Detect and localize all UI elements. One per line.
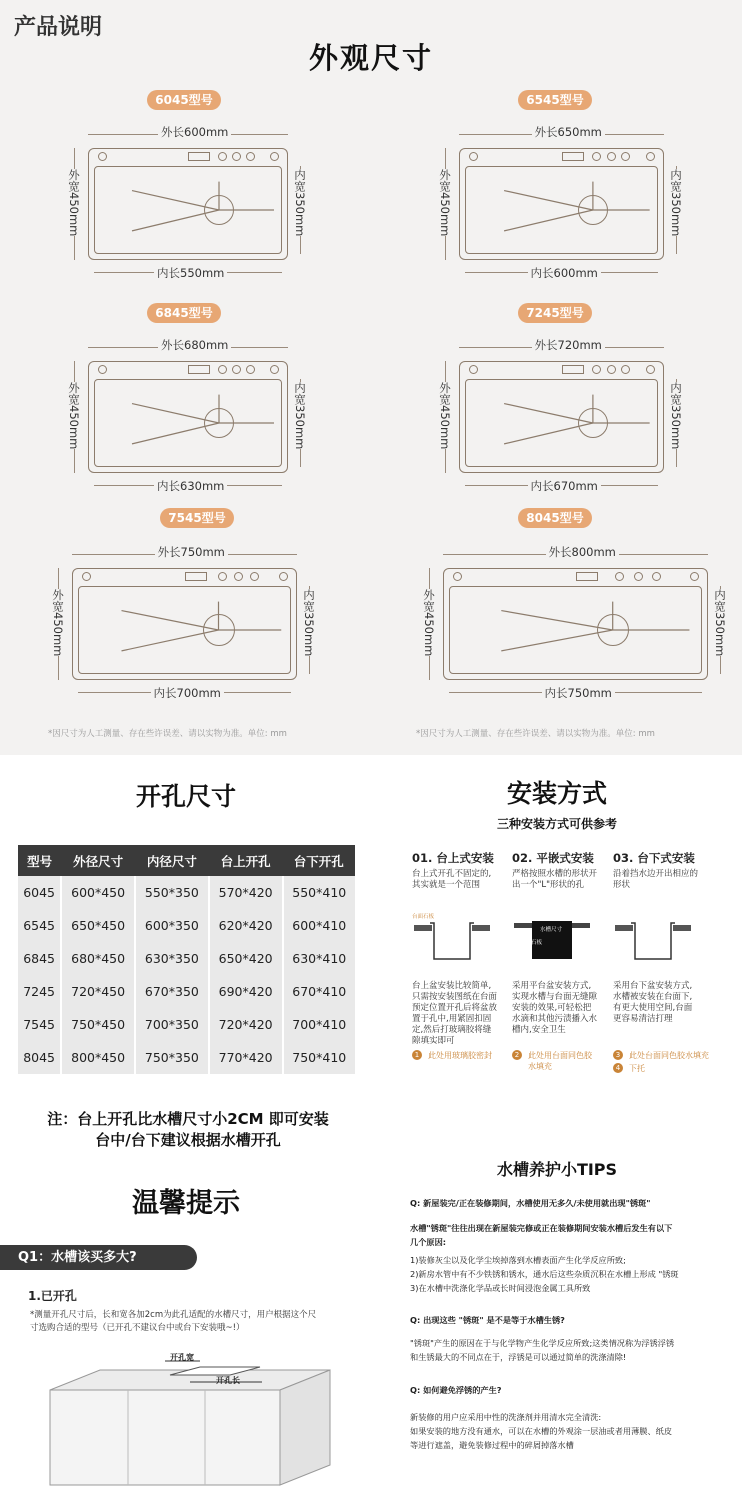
faucet-icon	[185, 572, 207, 581]
model-badge: 6045型号	[147, 90, 221, 110]
install-callout: 3 此处台面同色胶水填充	[613, 1050, 709, 1061]
table-row	[18, 975, 355, 1008]
table-cell: 550*350	[135, 876, 209, 909]
model-badge: 6845型号	[147, 303, 221, 323]
cabinet-illustration	[40, 1350, 340, 1490]
tip-line: 新装修的用户应采用中性的洗涤剂并用清水完全清洗:	[410, 1412, 602, 1422]
tip-text: *测量开孔尺寸后，长和宽各加2cm为此孔适配的水槽尺寸，用户根据这个尺 寸选购合适的型号（已开孔不建议台中或台下安装哦~!）	[30, 1310, 317, 1333]
table-cell: 670*410	[283, 975, 355, 1008]
model-badge: 8045型号	[518, 508, 592, 528]
inner-width: 内宽350mm	[669, 169, 683, 237]
number-icon: 1	[412, 1050, 422, 1060]
outer-width: 外宽450mm	[422, 589, 436, 657]
measure-note: *因尺寸为人工测量、存在些许误差、请以实物为准。单位: mm	[48, 729, 287, 739]
column-header: 台下开孔	[283, 845, 355, 876]
table-cell: 690*420	[209, 975, 283, 1008]
install-method-title: 03. 台下式安装	[613, 851, 695, 865]
table-cell: 8045	[18, 1041, 61, 1074]
care-title: 水槽养护小TIPS	[496, 1160, 618, 1179]
table-cell: 570*420	[209, 876, 283, 909]
tip-line: Q: 新屋装完/正在装修期间，水槽使用无多久/未使用就出现"锈斑"	[410, 1198, 651, 1208]
table-cell: 720*450	[61, 975, 135, 1008]
column-header: 内径尺寸	[135, 845, 209, 876]
install-method-desc: 采用平台盆安装方式, 实现水槽与台面无缝隙 安装的效果,可轻松把 水滴和其他污渍播入水 槽内,安全卫生	[512, 981, 598, 1035]
tip-line: Q: 出现这些 "锈斑" 是不是等于水槽生锈?	[410, 1315, 565, 1325]
hole-note-2: 台中/台下建议根据水槽开孔	[95, 1131, 281, 1149]
tip-line: 等进行遮盖，避免装修过程中的碎屑掉落水槽	[410, 1440, 574, 1450]
table-cell: 800*450	[61, 1041, 135, 1074]
page-title: 外观尺寸	[308, 41, 433, 75]
hole-note-1: 注：台上开孔比水槽尺寸小2CM 即可安装	[47, 1110, 329, 1128]
table-cell: 750*350	[135, 1041, 209, 1074]
table-cell: 7545	[18, 1008, 61, 1041]
faucet-icon	[576, 572, 598, 581]
table-cell: 6845	[18, 942, 61, 975]
table-row	[18, 942, 355, 975]
table-cell: 6545	[18, 909, 61, 942]
tips-title: 温馨提示	[132, 1188, 240, 1219]
table-cell: 600*350	[135, 909, 209, 942]
inner-length: 内长700mm	[151, 685, 224, 701]
tip-line: 2)新房水管中有不少铁锈和锈水，通水后这些杂质沉积在水槽上形成 "锈斑	[410, 1269, 679, 1279]
install-method-brief: 沿着挡水边开出相应的 形状	[613, 869, 699, 890]
table-row	[18, 876, 355, 909]
countertop-label: 台面石板	[412, 914, 435, 920]
faucet-icon	[562, 365, 584, 374]
q1-banner: Q1：水槽该买多大?	[0, 1245, 197, 1270]
tip-line: 水槽"锈斑"往往出现在新屋装完修或正在装修期间安装水槽后发生有以下	[410, 1223, 673, 1233]
outer-length: 外长800mm	[546, 544, 619, 560]
outer-width: 外宽450mm	[438, 169, 452, 237]
hole-title: 开孔尺寸	[135, 782, 236, 811]
install-diagram	[412, 915, 492, 975]
countertop-label: 台面石板	[520, 940, 543, 946]
faucet-icon	[188, 365, 210, 374]
number-icon: 3	[613, 1050, 623, 1060]
inner-length: 内长750mm	[542, 685, 615, 701]
outer-width: 外宽450mm	[67, 169, 81, 237]
tip-line: Q: 如何避免浮锈的产生?	[410, 1385, 502, 1395]
inner-width: 内宽350mm	[713, 589, 727, 657]
outer-width: 外宽450mm	[438, 382, 452, 450]
install-callout: 4 下托	[613, 1063, 645, 1074]
table-cell: 550*410	[283, 876, 355, 909]
table-cell: 630*350	[135, 942, 209, 975]
install-diagram	[613, 915, 693, 975]
label-hole-length: 开孔长	[216, 1376, 240, 1385]
inner-width: 内宽350mm	[669, 382, 683, 450]
install-callout: 1 此处用玻璃胶密封	[412, 1050, 492, 1061]
inner-width: 内宽350mm	[293, 382, 307, 450]
outer-length: 外长750mm	[155, 544, 228, 560]
sink-size-label: 水槽尺寸	[540, 927, 563, 933]
install-method-brief: 台上式开孔不固定的, 其实就是一个范围	[412, 869, 492, 890]
tip-line: 几个原因:	[410, 1237, 447, 1247]
outer-width: 外宽450mm	[51, 589, 65, 657]
label-hole-width: 开孔宽	[170, 1353, 194, 1362]
table-cell: 630*410	[283, 942, 355, 975]
tip-line: 1)装修灰尘以及化学尘埃掉落到水槽表面产生化学反应所致;	[410, 1255, 626, 1265]
outer-length: 外长720mm	[532, 337, 605, 353]
table-cell: 700*410	[283, 1008, 355, 1041]
table-cell: 650*420	[209, 942, 283, 975]
section-header: 产品说明	[14, 15, 103, 40]
tip-line: 和生锈最大的不同点在于，浮锈是可以通过简单的洗涤清除!	[410, 1352, 627, 1362]
tip-line: 如果安装的地方没有通水，可以在水槽的外观涂一层油或者用薄膜、纸皮	[410, 1426, 673, 1436]
table-cell: 600*410	[283, 909, 355, 942]
table-cell: 750*450	[61, 1008, 135, 1041]
outer-length: 外长650mm	[532, 124, 605, 140]
model-badge: 7245型号	[518, 303, 592, 323]
hole-table	[18, 845, 355, 1074]
number-icon: 2	[512, 1050, 522, 1060]
install-subtitle: 三种安装方式可供参考	[496, 817, 617, 831]
inner-width: 内宽350mm	[293, 169, 307, 237]
inner-width: 内宽350mm	[302, 589, 316, 657]
outer-length: 外长680mm	[158, 337, 231, 353]
tip-line: 3)在水槽中洗涤化学品或长时间浸泡金属工具所致	[410, 1283, 591, 1293]
table-row	[18, 1008, 355, 1041]
number-icon: 4	[613, 1063, 623, 1073]
table-cell: 750*410	[283, 1041, 355, 1074]
table-cell: 620*420	[209, 909, 283, 942]
measure-note: *因尺寸为人工测量、存在些许误差、请以实物为准。单位: mm	[416, 729, 655, 739]
inner-length: 内长630mm	[154, 478, 227, 494]
table-cell: 600*450	[61, 876, 135, 909]
column-header: 型号	[18, 845, 61, 876]
install-callout: 2 此处用台面同色胶 水填充	[512, 1050, 592, 1072]
column-header: 台上开孔	[209, 845, 283, 876]
install-method-brief: 严格按照水槽的形状开 出一个"L"形状的孔	[512, 869, 598, 890]
table-cell: 700*350	[135, 1008, 209, 1041]
table-cell: 720*420	[209, 1008, 283, 1041]
install-title: 安装方式	[506, 779, 607, 808]
inner-length: 内长550mm	[154, 265, 227, 281]
table-cell: 650*450	[61, 909, 135, 942]
faucet-icon	[562, 152, 584, 161]
table-cell: 6045	[18, 876, 61, 909]
tip-line: "锈斑"产生的原因在于与化学物产生化学反应所致;这类情况称为浮锈浮锈	[410, 1338, 675, 1348]
column-header: 外径尺寸	[61, 845, 135, 876]
model-badge: 6545型号	[518, 90, 592, 110]
table-row	[18, 909, 355, 942]
tip-heading: 1.已开孔	[28, 1289, 77, 1303]
table-cell: 680*450	[61, 942, 135, 975]
outer-width: 外宽450mm	[67, 382, 81, 450]
outer-length: 外长600mm	[158, 124, 231, 140]
table-row	[18, 1041, 355, 1074]
install-method-desc: 台上盆安装比较简单, 只需按安装图纸在台面 预定位置开孔后将盆放 置于孔中,用紧固扣固 定,然后打玻璃胶将缝 隙填实即可	[412, 981, 498, 1046]
inner-length: 内长670mm	[528, 478, 601, 494]
table-cell: 7245	[18, 975, 61, 1008]
inner-length: 内长600mm	[528, 265, 601, 281]
model-badge: 7545型号	[160, 508, 234, 528]
table-cell: 670*350	[135, 975, 209, 1008]
install-method-title: 01. 台上式安装	[412, 851, 494, 865]
table-cell: 770*420	[209, 1041, 283, 1074]
install-method-desc: 采用台下盆安装方式, 水槽被安装在台面下, 有更大使用空间,台面 更容易清洁打理	[613, 981, 693, 1024]
install-method-title: 02. 平嵌式安装	[512, 851, 594, 865]
faucet-icon	[188, 152, 210, 161]
